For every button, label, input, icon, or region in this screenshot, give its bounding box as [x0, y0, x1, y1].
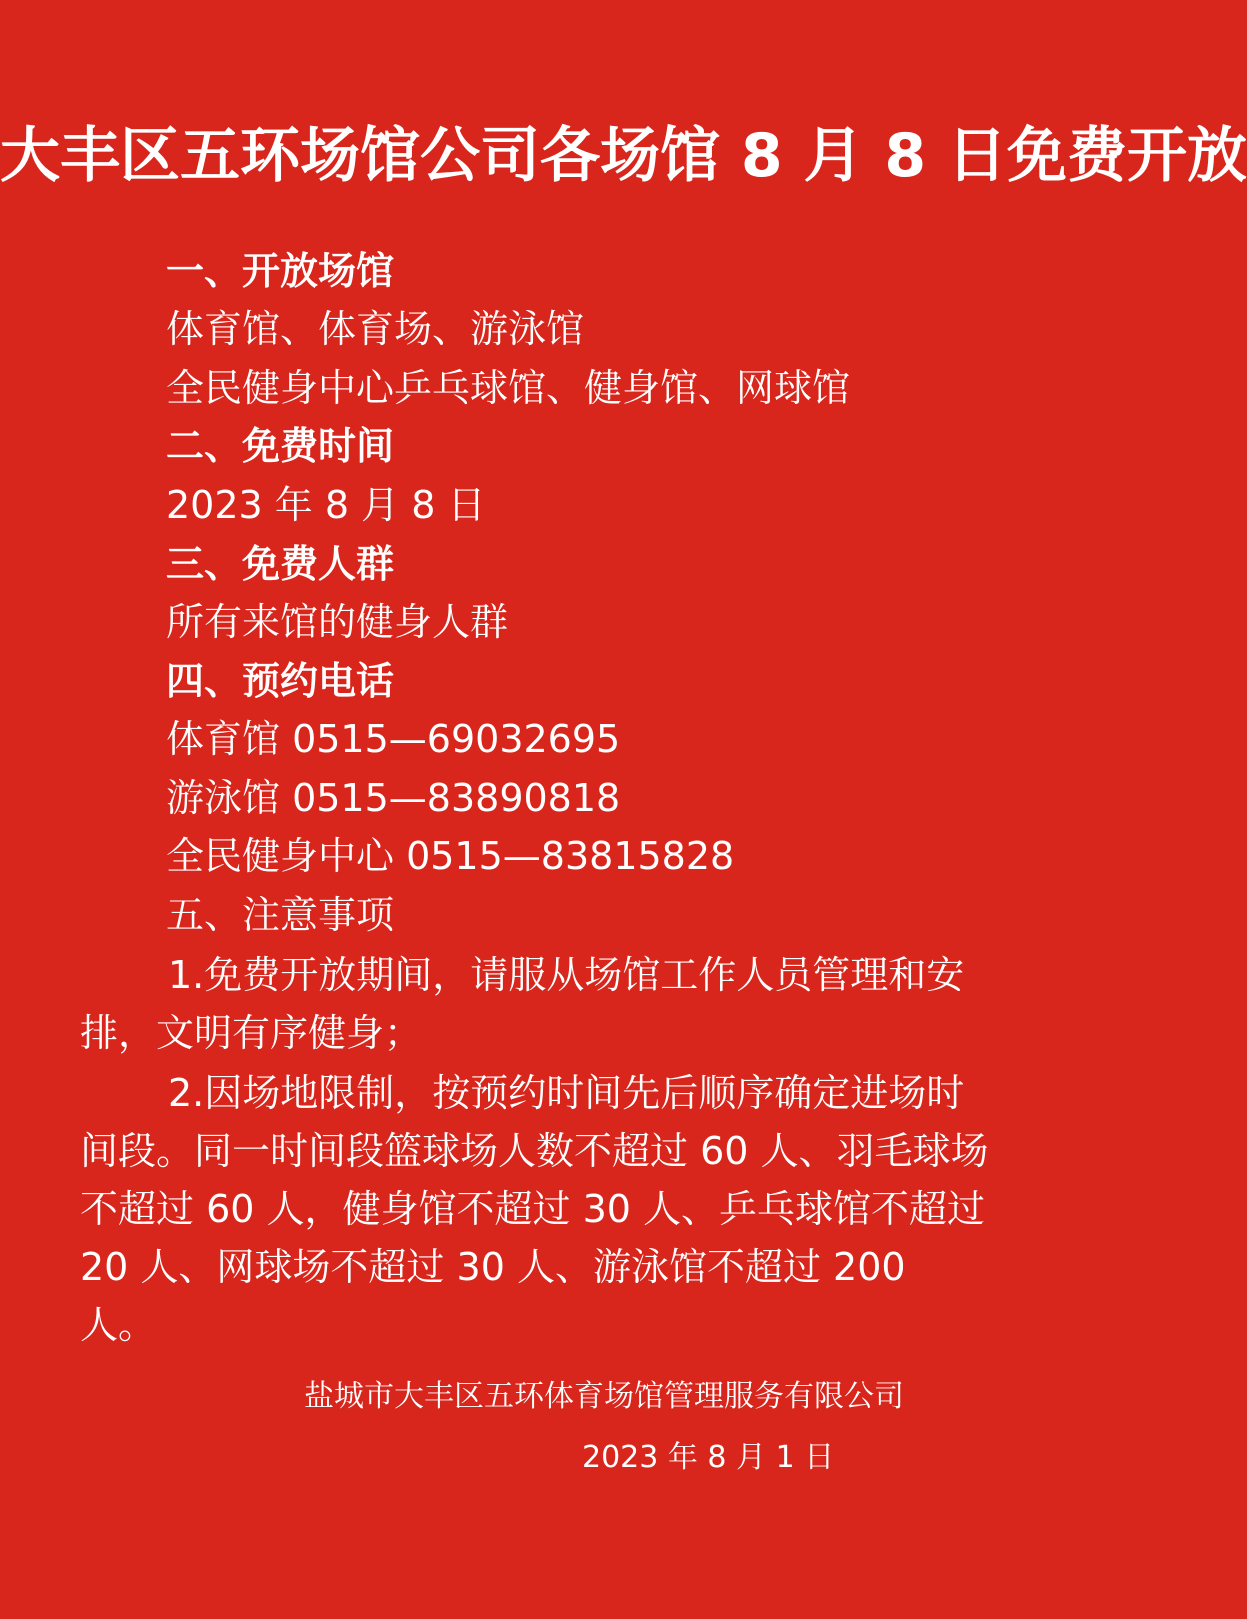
venues-heading: 一、开放场馆 [166, 249, 395, 293]
free-time-heading: 二、免费时间 [166, 424, 395, 468]
note-1: 1.免费开放期间，请服从场馆工作人员管理和安排，文明有序健身； [80, 953, 965, 1055]
footer-company: 盐城市大丰区五环体育场馆管理服务有限公司 [304, 1379, 904, 1414]
phone-pool: 游泳馆 0515—83890818 [166, 776, 621, 820]
phone-fitness-center: 全民健身中心 0515—83815828 [166, 834, 735, 878]
venues-line-1: 体育馆、体育场、游泳馆 [166, 307, 585, 351]
note-2: 2.因场地限制，按预约时间先后顺序确定进场时间段。同一时间段篮球场人数不超过 60 人、羽毛球场不超过 60 人，健身馆不超过 30 人、乒乓球馆不超过 20 人、网球场不超过 30 人、游泳馆不超过 200 人。 [80, 1071, 989, 1347]
notice-title: 大丰区五环场馆公司各场馆 8 月 8 日免费开放 [0, 121, 1247, 191]
free-people-heading: 三、免费人群 [166, 542, 395, 586]
free-time-value: 2023 年 8 月 8 日 [166, 483, 486, 527]
free-people-value: 所有来馆的健身人群 [166, 600, 509, 644]
phone-gym: 体育馆 0515—69032695 [166, 717, 621, 761]
notes-heading: 五、注意事项 [166, 893, 395, 937]
booking-phone-heading: 四、预约电话 [166, 659, 395, 703]
venues-line-2: 全民健身中心乒乓球馆、健身馆、网球馆 [166, 366, 851, 410]
footer-date: 2023 年 8 月 1 日 [582, 1440, 835, 1475]
